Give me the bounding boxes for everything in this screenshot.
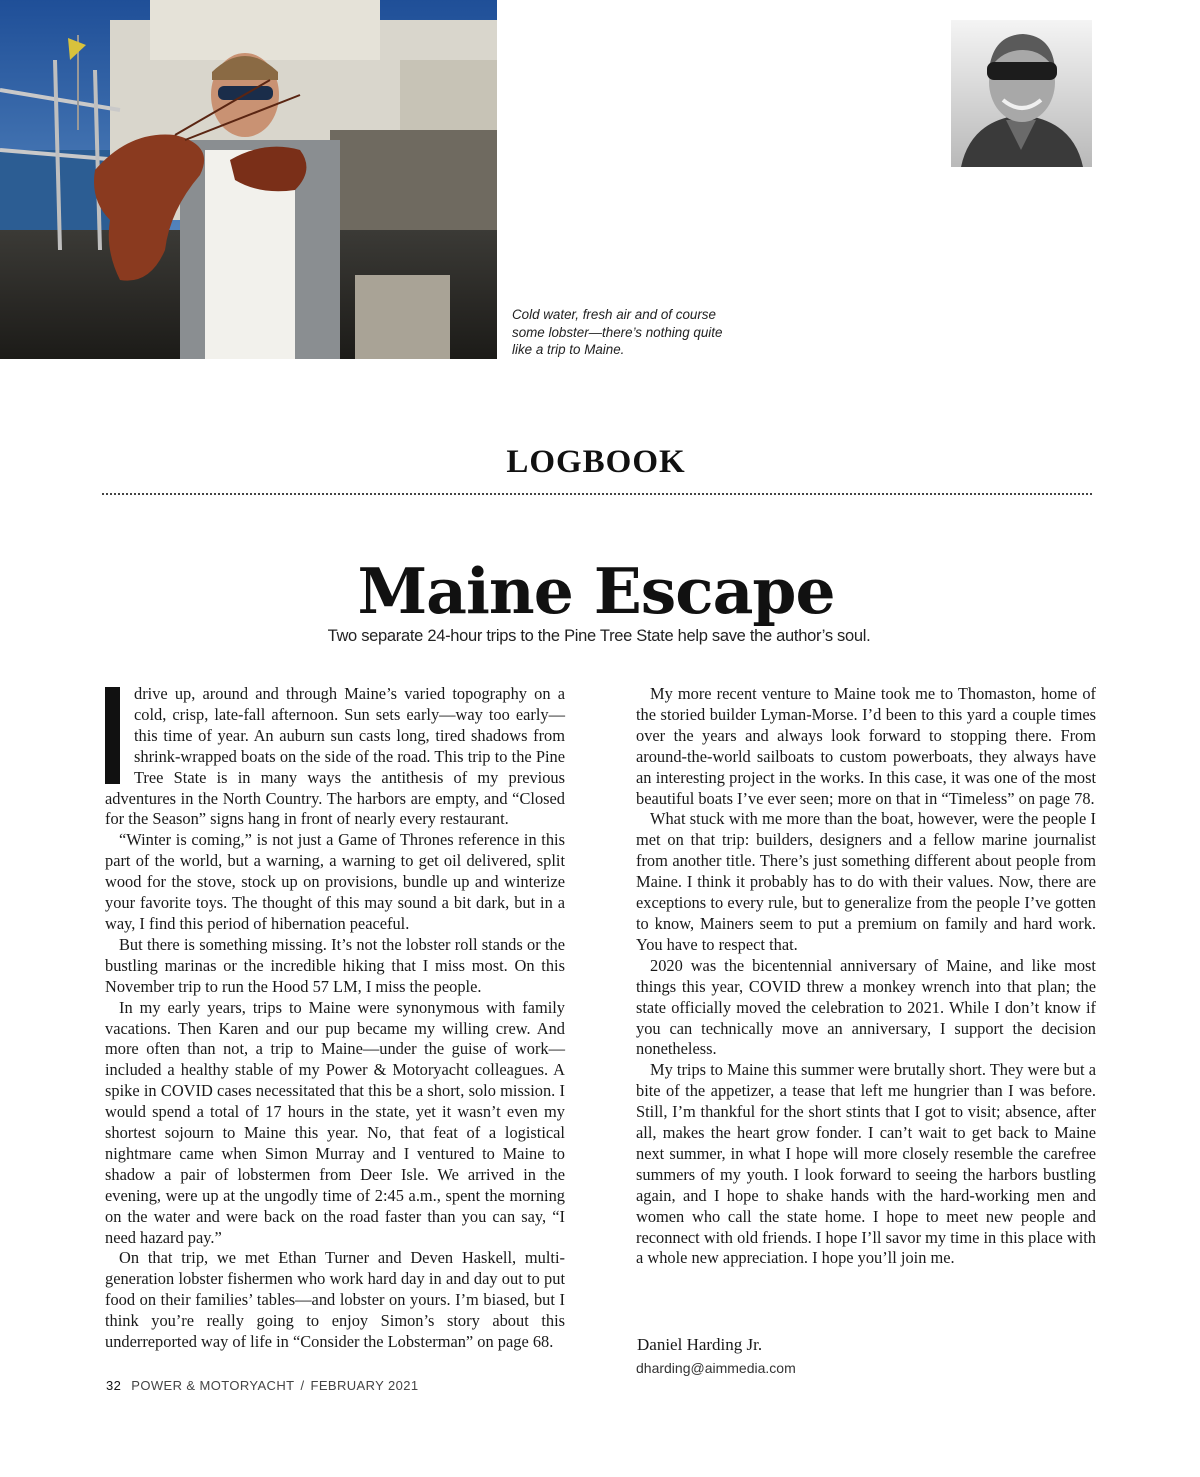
article-paragraph: What stuck with me more than the boat, however, were the people I met on that trip: builders, designers and a fellow marine journalist from another title. There’s just something different about people from Maine. I think it probably has to do with their values. Now, there are exceptions to every rule, but to generalize from the people I’ve gotten to know, Mainers seem to put a premium on family and hard work. You have to respect that. (636, 809, 1096, 954)
author-portrait-illustration (951, 20, 1092, 167)
article-paragraph (105, 684, 565, 830)
article-paragraph: But there is something missing. It’s not the lobster roll stands or the bustling marinas or the incredible hiking that I miss most. On this November trip to run the Hood 57 LM, I miss the people. (105, 934, 565, 996)
article-paragraph: In my early years, trips to Maine were synonymous with family vacations. Then Karen and our pup became my willing crew. And more often than not, a trip to Maine—under the guise of work—included a healthy stable of my Power & Motoryacht colleagues. A spike in COVID cases necessitated that this be a short, solo mission. I would spend a total of 17 hours in the state, yet it wasn’t even my shortest sojourn to Maine this year. No, that feat of a logistical nightmare came when Simon Murray and I ventured to Maine to shadow a pair of lobstermen from Deer Isle. We arrived in the evening, were up at the ungodly time of 2:45 a.m., spent the morning on the water and were back on the road faster than you can say, “I need hazard pay.” (105, 997, 565, 1247)
lobster-photo-illustration (0, 0, 497, 359)
page-number: 32 (106, 1378, 122, 1393)
article-paragraph: On that trip, we met Ethan Turner and Deven Haskell, multi-generation lobster fishermen who work hard day in and day out to put food on their families’ tables—and lobster on yours. I’m biased, but I think you’re really going to enjoy Simon’s story about this underreported way of life in “Consider the Lobsterman” on page 68. (105, 1248, 565, 1352)
article-paragraph: 2020 was the bicentennial anniversary of Maine, and like most things this year, COVID threw a monkey wrench into that plan; the state officially moved the celebration to 2021. While I don’t know if you can technically move an anniversary, I support the decision nonetheless. (636, 955, 1096, 1059)
photo-caption: Cold water, fresh air and of course some lobster—there’s nothing quite like a trip to Maine. (512, 307, 723, 357)
article-column-right (636, 684, 1096, 1269)
article-deck: Two separate 24-hour trips to the Pine Tree State help save the author’s soul. (327, 627, 871, 645)
page-footer (106, 1378, 419, 1393)
article-title: Maine Escape (357, 554, 835, 628)
section-divider (102, 493, 1092, 495)
paragraph-text: drive up, around and through Maine’s varied topography on a cold, crisp, late-fall afternoon. Sun sets early—way too early—this time of year. An auburn sun casts long, tired shadows from shrink-wrapped boats on the side of the road. This trip to the Pine Tree State is in many ways the antithesis of my previous adventures in the North Country. The harbors are empty, and “Closed for the Season” signs hang in front of nearly every restaurant. (105, 684, 565, 829)
author-portrait (951, 20, 1092, 167)
author-email[interactable]: dharding@aimmedia.com (636, 1360, 796, 1376)
publication-name: POWER & MOTORYACHT (131, 1378, 295, 1393)
article-paragraph: “Winter is coming,” is not just a Game of Thrones reference in this part of the world, but a warning, a warning to get oil delivered, split wood for the stove, stock up on provisions, bundle up and winterize your favorite toys. The thought of this may sound a bit dark, but in a way, I find this period of hibernation peaceful. (105, 830, 565, 933)
lobster-photo (0, 0, 497, 359)
article-column-left (105, 684, 565, 1353)
section-label: LOGBOOK (506, 444, 686, 480)
article-paragraph: My more recent venture to Maine took me to Thomaston, home of the storied builder Lyman-Morse. I’d been to this yard a couple times over the years and always look forward to stopping there. From around-the-world sailboats to custom powerboats, they always have an interesting project in the works. In this case, it was one of the most beautiful boats I’ve ever seen; more on that in “Timeless” on page 78. (636, 684, 1096, 808)
article-paragraph: My trips to Maine this summer were brutally short. They were but a bite of the appetizer, a tease that left me hungrier than I was before. Still, I’m thankful for the short stints that I got to visit; absence, after all, makes the heart grow fonder. I can’t wait to get back to Maine next summer, in what I hope will more closely resemble the carefree summers of my youth. I look forward to seeing the harbors bustling again, and I hope to shake hands with the hard-working men and women who call the state home. I hope to meet new people and reconnect with old friends. I hope I’ll savor my time in this place with a whole new appreciation. I hope you’ll join me. (636, 1060, 1096, 1268)
author-signature: Daniel Harding Jr. (637, 1335, 763, 1354)
drop-cap (105, 687, 120, 784)
footer-separator: / (300, 1378, 305, 1393)
issue-date: FEBRUARY 2021 (310, 1378, 419, 1393)
